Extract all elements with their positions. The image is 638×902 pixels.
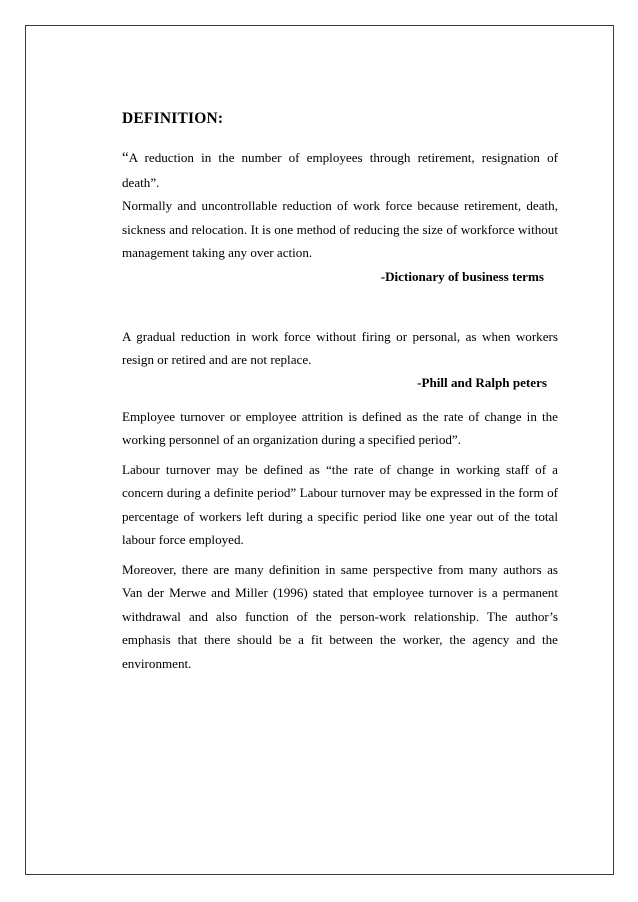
section-heading: DEFINITION: <box>122 110 224 127</box>
definition-paragraph-1-continued: Normally and uncontrollable reduction of work force because retirement, death, sickness and relocation. It is one method of reducing the size of workforce without management taking any over action. <box>122 198 558 260</box>
document-body <box>122 110 558 675</box>
opening-quote: “ <box>122 150 129 166</box>
definition-1-text: A reduction in the number of employees through retirement, resignation of death”. <box>122 150 558 190</box>
paragraph-labour-turnover: Labour turnover may be defined as “the rate of change in working staff of a concern during a definite period” Labour turnover may be expressed in the form of percentage of workers left during a specific period like one year out of the total labour force employed. <box>122 461 558 547</box>
definition-paragraph-2: A gradual reduction in work force without firing or personal, as when workers resign or retired and are not replace. <box>122 328 558 367</box>
paragraph-moreover: Moreover, there are many definition in same perspective from many authors as Van der Merwe and Miller (1996) stated that employee turnover is a permanent withdrawal and also function of the person-work relationship. The author’s emphasis that there should be a fit between the worker, the agency and the environment. <box>122 561 558 671</box>
attribution-dictionary: -Dictionary of business terms <box>380 268 544 284</box>
attribution-phill-ralph: -Phill and Ralph peters <box>417 374 547 390</box>
definition-paragraph-1 <box>122 146 558 194</box>
paragraph-employee-turnover: Employee turnover or employee attrition is defined as the rate of change in the working personnel of an organization during a specified period”. <box>122 408 558 447</box>
